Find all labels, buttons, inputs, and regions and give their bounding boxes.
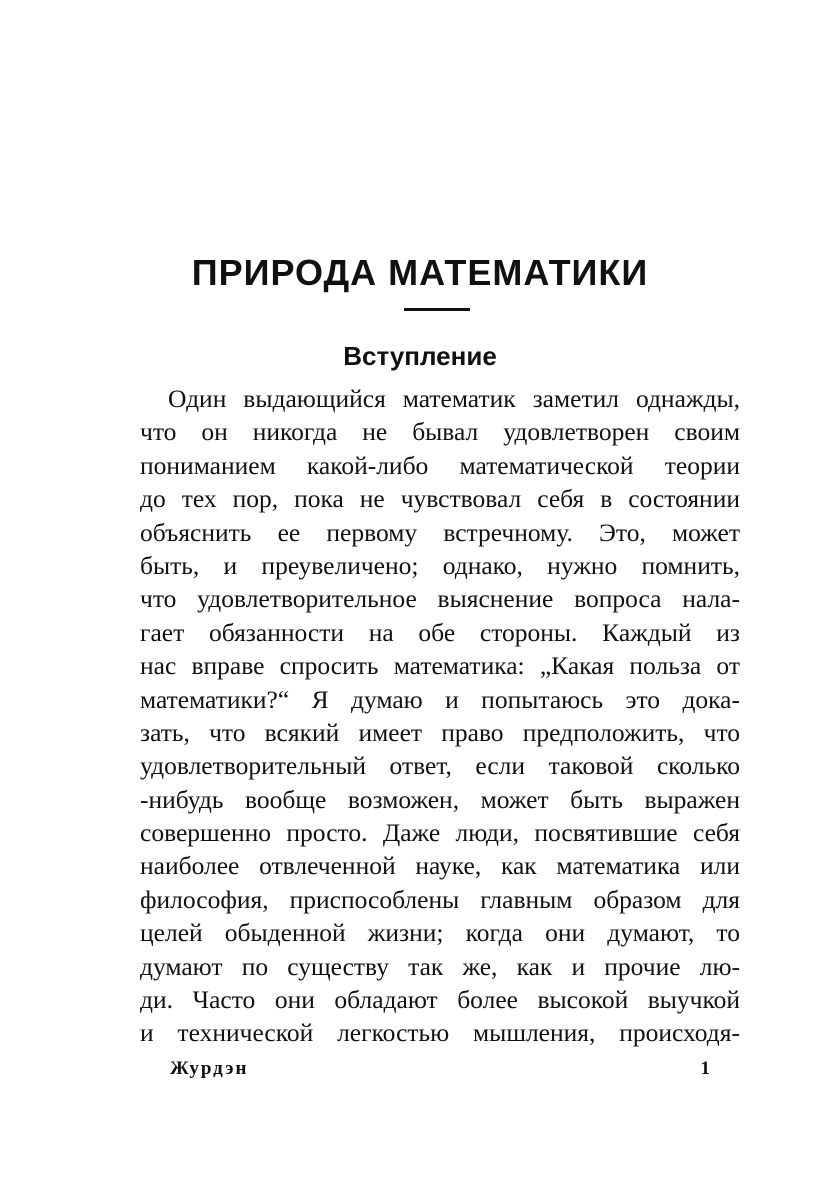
text-line: Один выдающийся математик заметил однажды, <box>168 384 740 413</box>
text-line: ди. Часто они обладают более высокой выучкой <box>140 985 740 1015</box>
text-line: думают по существу так же, как и прочие лю- <box>140 951 740 981</box>
section-title: Вступление <box>343 341 497 371</box>
body-paragraph <box>140 382 740 1050</box>
text-line: философия, приспособлены главным образом для <box>140 884 740 914</box>
text-line: пониманием какой-либо математической теории <box>140 450 740 480</box>
chapter-title: ПРИРОДА МАТЕМАТИКИ <box>191 252 649 293</box>
text-line: удовлетворительный ответ, если таковой сколько <box>140 751 740 781</box>
text-line: что удовлетворительное выяснение вопроса нала- <box>140 584 740 614</box>
page-footer <box>170 1058 710 1088</box>
text-line: -нибудь вообще возможен, может быть выражен <box>140 784 740 814</box>
text-line: наиболее отвлеченной науке, как математика или <box>140 851 740 881</box>
text-line: быть, и преувеличено; однако, нужно помнить, <box>140 550 740 580</box>
text-line: зать, что всякий имеет право предположить, что <box>140 717 740 747</box>
signature-mark: Журдэн <box>170 1058 249 1079</box>
text-line: гает обязанности на обе стороны. Каждый из <box>140 617 740 647</box>
text-line: совершенно просто. Даже люди, посвятившие себя <box>140 818 740 848</box>
text-line: что он никогда не бывал удовлетворен своим <box>140 417 740 447</box>
text-line: и технической легкостью мышления, происходя- <box>140 1018 740 1048</box>
text-line: объяснить ее первому встречному. Это, может <box>140 517 740 547</box>
text-line: математики?“ Я думаю и попытаюсь это дока- <box>140 684 740 714</box>
sheet-number: 1 <box>700 1058 710 1079</box>
title-divider <box>404 308 470 311</box>
text-line: нас вправе спросить математика: „Какая польза от <box>140 651 740 681</box>
text-line: до тех пор, пока не чувствовал себя в состоянии <box>140 484 740 514</box>
text-line: целей обыденной жизни; когда они думают, то <box>140 918 740 948</box>
